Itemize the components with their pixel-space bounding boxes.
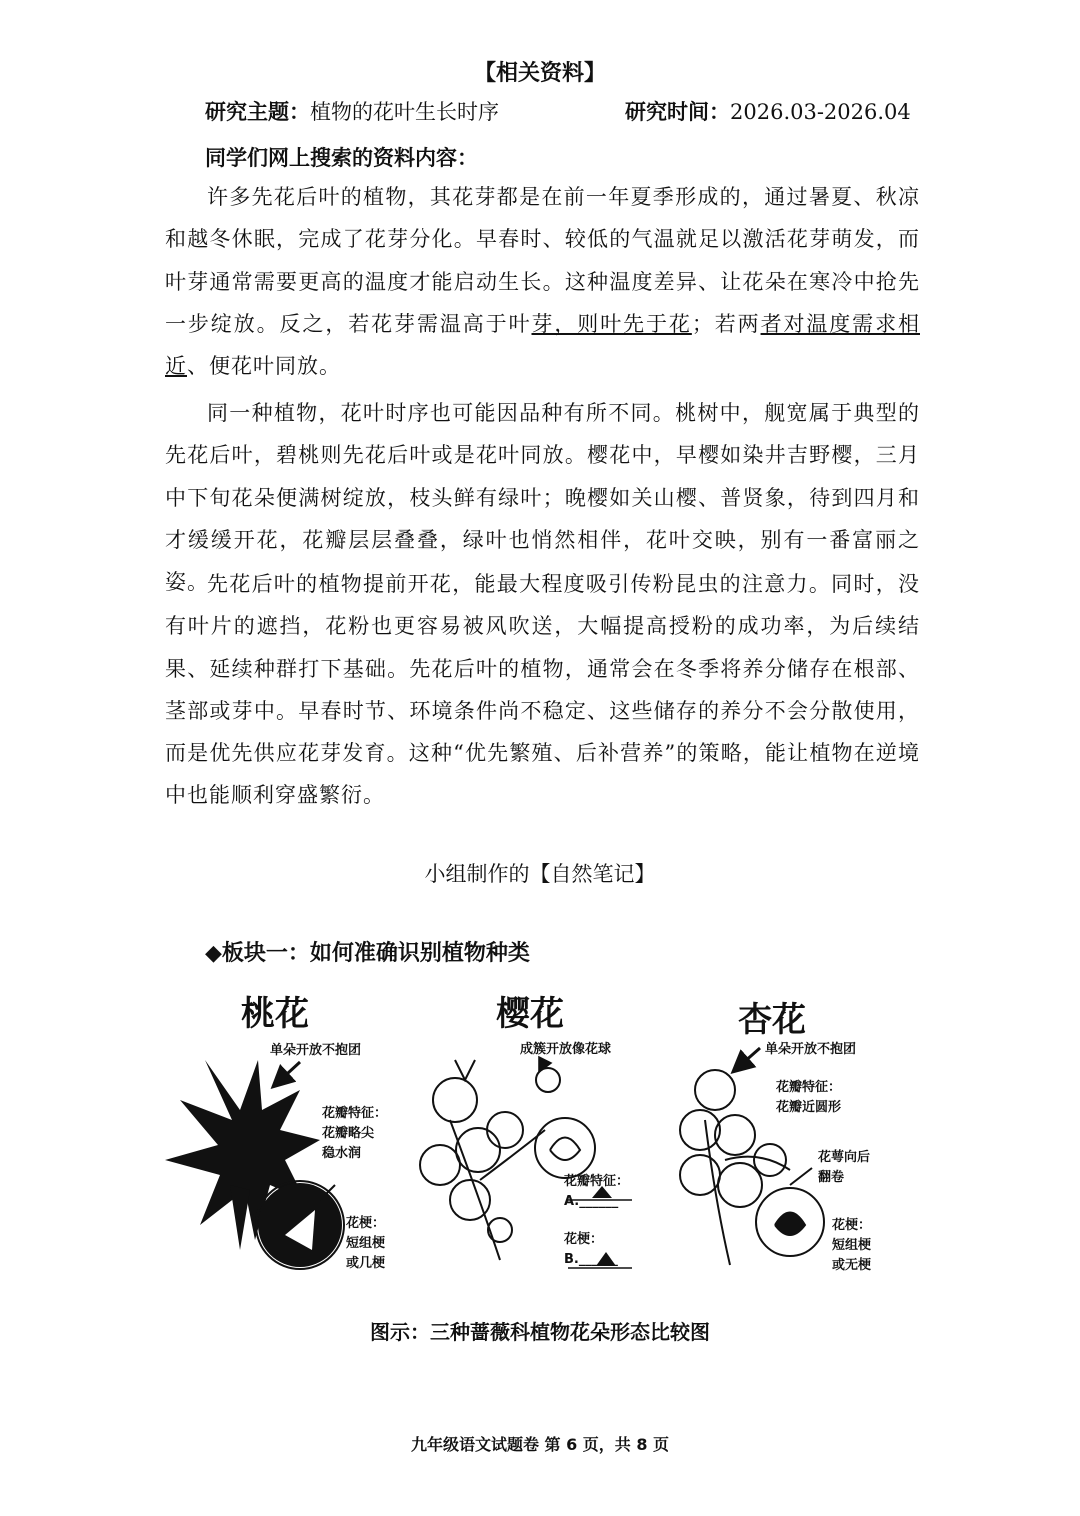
peach-anno-2-line: 稳水润 [322,1146,362,1161]
apricot-anno-2 [776,1078,841,1118]
paragraph-3: 先花后叶的植物提前开花，能最大程度吸引传粉昆虫的注意力。同时，没有叶片的遮挡，花粉也更容易被风吹送，大幅提高授粉的成功率，为后续结果、延续种群打下基础。先花后叶的植物，通常会在冬季将养分储存在根部、茎部或芽中。早春时节、环境条件尚不稳定、这些储存的养分不会分散使用，而是优先供应花芽发育。这种“优先繁殖、后补营养”的策略，能让植物在逆境中也能顺利穿盛繁衍。 [165,572,920,808]
cherry-anno-1: 成簇开放像花球 [520,1042,612,1057]
peach-anno-3-line: 或几梗 [346,1256,386,1271]
cherry-anno-3 [564,1230,618,1270]
paragraph-2: 同一种植物，花叶时序也可能因品种有所不同。桃树中，舰宽属于典型的先花后叶，碧桃则先花后叶或是花叶同放。樱花中，早樱如染井吉野樱，三月中下旬花朵便满树绽放，枝头鲜有绿叶；晚樱如关山樱、普贤象，待到四月和才缓缓开花，花瓣层层叠叠，绿叶也悄然相伴，花叶交映，别有一番富丽之姿。 [165,401,920,595]
apricot-anno-2-line: 花瓣特征： [776,1080,842,1095]
cherry-anno-2 [564,1172,629,1212]
cherry-title: 樱花 [496,994,564,1034]
apricot-anno-4-line: 短组梗 [832,1238,872,1253]
apricot-anno-3-line: 翻卷 [818,1170,845,1185]
time-value: 2026.03-2026.04 [730,100,911,124]
peach-anno-3-line: 花梗： [346,1216,386,1231]
p1-text-c: 、便花叶同放。 [187,354,341,379]
block-title: ◆板块一：如何准确识别植物种类 [205,941,530,966]
peach-anno-3 [346,1214,385,1274]
section-heading: 【相关资料】 [473,61,606,86]
p1-text-a: 许多先花后叶的植物，其花芽都是在前一年夏季形成的，通过暑夏、秋凉和越冬休眠，完成了花芽分化。早春时、较低的气温就足以激活花芽萌发，而叶芽通常需要更高的温度才能启动生长。这种温度差异、让花朵在寒冷中抢先一步绽放。反之，若花芽需温高于叶 [165,185,920,336]
apricot-title: 杏花 [738,1000,806,1040]
peach-anno-2 [322,1104,387,1164]
peach-anno-3-line: 短组梗 [346,1236,386,1251]
peach-anno-2-line: 花瓣特征： [322,1106,388,1121]
p1-text-b: ；若两 [691,311,761,336]
peach-anno-2-line: 花瓣略尖 [322,1126,375,1141]
cherry-anno-2-line: A.______ [564,1194,619,1209]
p1-underline-1: 芽，则叶先于花 [531,311,692,336]
time-label: 研究时间： [625,100,730,124]
page-footer: 九年级语文试题卷 第 6 页，共 8 页 [410,1435,670,1454]
apricot-anno-1: 单朵开放不抱团 [765,1042,857,1057]
apricot-anno-4 [832,1216,871,1276]
cherry-anno-3-line: 花梗： [564,1232,604,1247]
topic-label: 研究主题： [205,100,310,124]
topic-value: 植物的花叶生长时序 [310,100,499,124]
apricot-anno-2-line: 花瓣近圆形 [776,1100,842,1115]
p1-underline-2: 者对温度需求相近 [165,311,920,379]
apricot-anno-3-line: 花萼向后 [818,1150,871,1165]
peach-anno-1: 单朵开放不抱团 [270,1043,362,1058]
figure-caption: 图示：三种蔷薇科植物花朵形态比较图 [370,1320,710,1344]
apricot-anno-4-line: 花梗： [832,1218,872,1233]
cherry-anno-2-line: 花瓣特征： [564,1174,630,1189]
peach-flower-drawing [165,1060,342,1267]
apricot-anno-4-line: 或无梗 [832,1258,872,1273]
notes-heading: 小组制作的【自然笔记】 [424,862,656,886]
intro-line: 同学们网上搜索的资料内容： [205,146,478,170]
apricot-anno-3 [818,1148,870,1188]
peach-title: 桃花 [241,994,309,1034]
cherry-anno-3-line: B.______ [564,1252,618,1267]
